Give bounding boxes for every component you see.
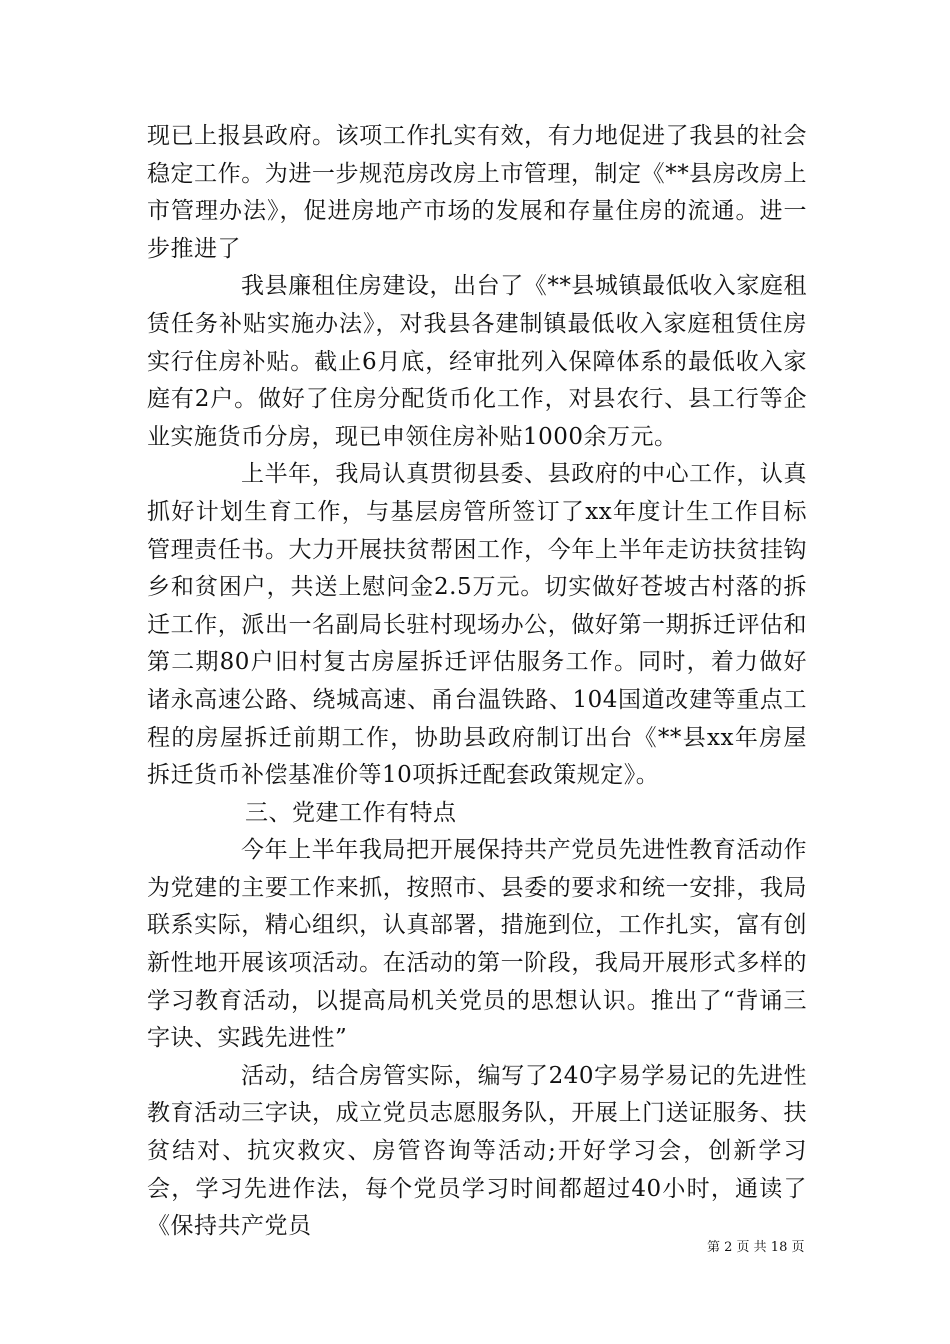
- document-body: [147, 118, 807, 1246]
- paragraph-central-work: 上半年，我局认真贯彻县委、县政府的中心工作，认真抓好计划生育工作，与基层房管所签订了xx年度计生工作目标管理责任书。大力开展扶贫帮困工作，今年上半年走访扶贫挂钩乡和贫困户，共送上慰问金2.5万元。切实做好苍坡古村落的拆迁工作，派出一名副局长驻村现场办公，做好第一期拆迁评估和第二期80户旧村复古房屋拆迁评估服务工作。同时，着力做好诸永高速公路、绕城高速、甬台温铁路、104国道改建等重点工程的房屋拆迁前期工作，协助县政府制订出台《**县xx年房屋拆迁货币补偿基准价等10项拆迁配套政策规定》。: [147, 461, 807, 789]
- paragraph-continuation: 现已上报县政府。该项工作扎实有效，有力地促进了我县的社会稳定工作。为进一步规范房改房上市管理，制定《**县房改房上市管理办法》，促进房地产市场的发展和存量住房的流通。进一步推进了: [147, 123, 807, 262]
- paragraph-low-rent-housing: 我县廉租住房建设，出台了《**县城镇最低收入家庭租赁任务补贴实施办法》，对我县各建制镇最低收入家庭租赁住房实行住房补贴。截止6月底，经审批列入保障体系的最低收入家庭有2户。做好了住房分配货币化工作，对县农行、县工行等企业实施货币分房，现已申领住房补贴1000余万元。: [147, 273, 807, 450]
- paragraph-party-education: 今年上半年我局把开展保持共产党员先进性教育活动作为党建的主要工作来抓，按照市、县委的要求和统一安排，我局联系实际，精心组织，认真部署，措施到位，工作扎实，富有创新性地开展该项活动。在活动的第一阶段，我局开展形式多样的学习教育活动，以提高局机关党员的思想认识。推出了“背诵三字诀、实践先进性”: [147, 837, 807, 1052]
- page-number-footer: 第 2 页 共 18 页: [707, 1240, 805, 1255]
- section-heading-party-building: 三、党建工作有特点: [245, 799, 457, 826]
- paragraph-activities: 活动，结合房管实际，编写了240字易学易记的先进性教育活动三字诀，成立党员志愿服务队，开展上门送证服务、扶贫结对、抗灾救灾、房管咨询等活动;开好学习会，创新学习会，学习先进作法，每个党员学习时间都超过40小时，通读了《保持共产党员: [147, 1062, 807, 1240]
